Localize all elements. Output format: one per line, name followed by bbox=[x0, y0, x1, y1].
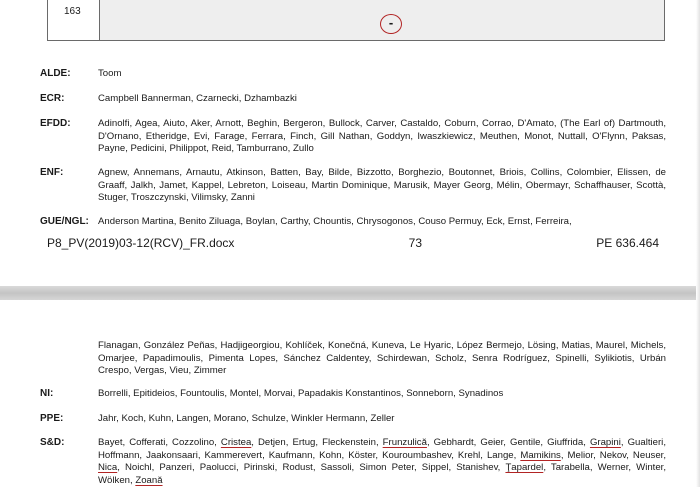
member-underlined: Mamikins bbox=[520, 449, 561, 461]
group-members bbox=[98, 437, 666, 487]
member-text: , Tarabella, Werner, Winter, Wölken, bbox=[98, 462, 666, 486]
member-text: , Gualtieri, Hoffmann, Jaakonsaari, Kammerevert, Kaufmann, Kohn, Köster, Kouroumbashev, Krehl, Lange, bbox=[98, 437, 666, 461]
group-ppe bbox=[40, 413, 666, 426]
page-footer bbox=[47, 236, 659, 252]
group-members: Campbell Bannerman, Czarnecki, Dzhambazki bbox=[98, 93, 297, 104]
group-label: NI: bbox=[40, 388, 54, 399]
member-text: , Noichl, Panzeri, Paolucci, Pirinski, Rodust, Sassoli, Simon Peter, Sippel, Stanishev, bbox=[117, 462, 506, 474]
group-label: GUE/NGL: bbox=[40, 216, 89, 227]
member-text: , Gebhardt, Geier, Gentile, Giuffrida, bbox=[426, 437, 590, 448]
group-label: ECR: bbox=[40, 93, 65, 104]
group-label: ENF: bbox=[40, 167, 64, 178]
vote-result-cell bbox=[100, 0, 664, 40]
gue-ngl-continuation: Flanagan, González Peñas, Hadjigeorgiou, Kohlíček, Konečná, Kuneva, Le Hyaric, López Bermejo, Lösing, Matias, Maurel, Michels, Omarjee, Papadimoulis, Pimenta Lopes, Sánchez Caldentey, Schirdewan, Scholz, Senra Rodríguez, Spinelli, Sylikiotis, Urbán Crespo, Vergas, Vieu, Zimmer bbox=[98, 340, 666, 377]
group-members: Adinolfi, Agea, Aiuto, Aker, Arnott, Beghin, Bergeron, Bullock, Carver, Castaldo, Coburn, Corrao, D'Amato, (The Earl of) Dartmouth, D'Ornano, Etheridge, Evi, Farage, Ferrara, Finch, Gill Nathan, Goddyn, Iwaszkiewicz, Meuthen, Monot, Nuttall, O'Flynn, Paksas, Payne, Pedicini, Philippot, Reid, Tamburrano, Zullo bbox=[98, 118, 666, 155]
group-members: Toom bbox=[98, 68, 122, 79]
footer-page-number: 73 bbox=[408, 236, 423, 250]
group-label: PPE: bbox=[40, 413, 64, 424]
member-underlined: Frunzulică bbox=[382, 437, 427, 448]
group-sd bbox=[40, 437, 666, 487]
group-label: ALDE: bbox=[40, 68, 71, 79]
page-2 bbox=[0, 300, 700, 487]
vote-mark-circled: - bbox=[380, 14, 402, 34]
member-underlined: Cristea bbox=[220, 437, 252, 448]
group-alde bbox=[40, 68, 666, 81]
member-underlined: Ţapardel bbox=[505, 462, 544, 474]
group-label: EFDD: bbox=[40, 118, 71, 129]
group-members: Borrelli, Epitideios, Fountoulis, Montel, Morvai, Papadakis Konstantinos, Sonneborn, Synadinos bbox=[98, 388, 504, 399]
group-efdd bbox=[40, 118, 666, 156]
footer-document-name: P8_PV(2019)03-12(RCV)_FR.docx bbox=[47, 236, 235, 250]
page-separator bbox=[0, 286, 700, 300]
group-ecr bbox=[40, 93, 666, 106]
member-underlined: Nica bbox=[98, 462, 118, 474]
group-members: Agnew, Annemans, Arnautu, Atkinson, Batten, Bay, Bilde, Bizzotto, Borghezio, Boutonnet, Briois, Collins, Colombier, Elissen, de Graaff, Jalkh, Jamet, Kappel, Lebreton, Loiseau, Martin Dominique, Marusik, Mayer Georg, Mélin, Obermayr, Schaffhauser, Scottà, Stuger, Troszczynski, Vilimsky, Zanni bbox=[98, 167, 666, 204]
footer-reference: PE 636.464 bbox=[596, 236, 659, 250]
viewer-edge bbox=[696, 0, 700, 487]
member-text: Bayet, Cofferati, Cozzolino, bbox=[98, 437, 221, 448]
member-text: , Melior, Nekov, Neuser, bbox=[560, 449, 666, 461]
group-gue-ngl bbox=[40, 216, 666, 229]
group-enf bbox=[40, 167, 666, 205]
vote-table-row bbox=[47, 0, 665, 41]
group-members: Anderson Martina, Benito Ziluaga, Boylan, Carthy, Chountis, Chrysogonos, Couso Permuy, Eck, Ernst, Ferreira, bbox=[98, 216, 572, 227]
vote-number: 163 bbox=[48, 0, 100, 40]
group-ni bbox=[40, 388, 666, 401]
group-label: S&D: bbox=[40, 437, 65, 448]
member-underlined: Zoană bbox=[135, 474, 163, 486]
member-underlined: Grapini bbox=[589, 437, 621, 448]
group-members: Jahr, Koch, Kuhn, Langen, Morano, Schulze, Winkler Hermann, Zeller bbox=[98, 413, 395, 424]
member-text: , Detjen, Ertug, Fleckenstein, bbox=[251, 437, 383, 448]
